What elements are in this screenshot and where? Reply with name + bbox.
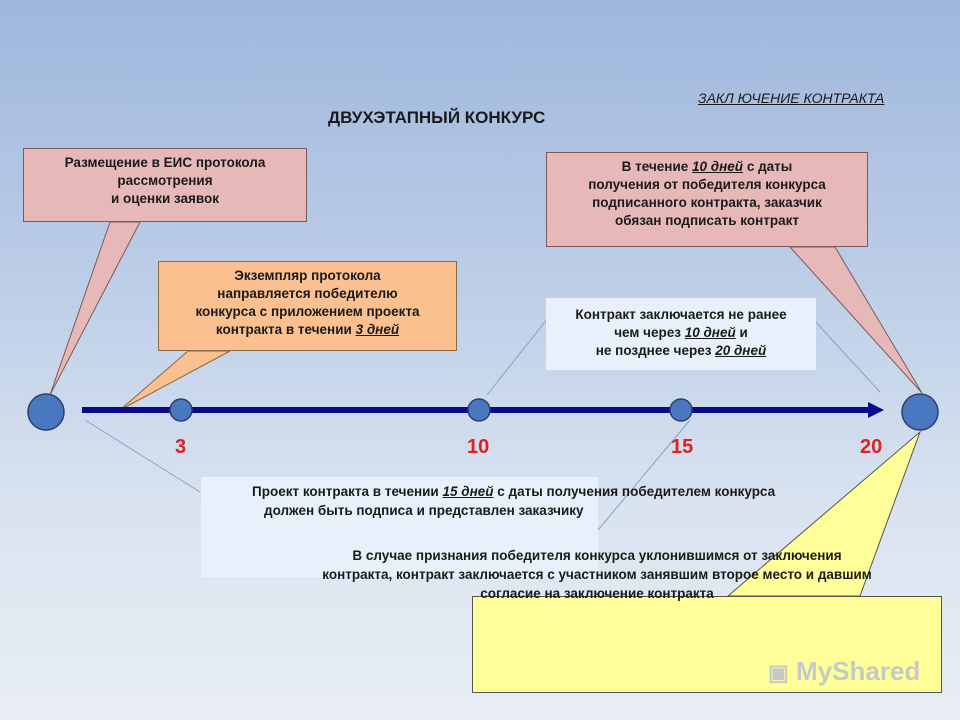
sign-days: 10 дней	[692, 159, 744, 174]
sign-line-1	[553, 158, 861, 176]
eis-line-2: рассмотрения	[117, 173, 213, 188]
timeline-label-20: 20	[860, 436, 883, 458]
timeline-node-10	[468, 399, 490, 421]
term-line-2	[552, 324, 810, 342]
term-line-2-suffix: и	[739, 325, 748, 340]
timeline-label-3: 3	[175, 436, 187, 458]
connector-term-line	[487, 318, 548, 395]
sign-line-3: подписанного контракта, заказчик	[592, 195, 822, 210]
term-line-3-prefix: не позднее через	[595, 343, 712, 358]
contract-conclusion-label: ЗАКЛ ЮЧЕНИЕ КОНТРАКТА	[698, 90, 885, 106]
timeline-node-start	[28, 394, 64, 430]
project-line-1-suffix: с даты получения победителем конкурса	[497, 484, 776, 499]
watermark-logo-icon: ▣	[768, 660, 789, 685]
sign-line-1-suffix: с даты	[746, 159, 793, 174]
timeline-node-end	[902, 394, 938, 430]
evasion-line-2: контракта, контракт заключается с участником занявшим второе место и давшим	[322, 567, 872, 582]
project-contract-text	[252, 482, 902, 520]
timeline-node-15	[670, 399, 692, 421]
customer-sign-box	[546, 152, 868, 247]
eis-publication-box	[23, 148, 307, 222]
timeline-node-3	[170, 399, 192, 421]
timeline-label-10: 10	[467, 436, 490, 458]
page-title: ДВУХЭТАПНЫЙ КОНКУРС	[328, 108, 546, 127]
project-line-2: должен быть подписа и представлен заказчику	[264, 503, 584, 518]
eis-line-1: Размещение в ЕИС протокола	[64, 155, 266, 170]
evasion-line-1: В случае признания победителя конкурса уклонившимся от заключения	[352, 548, 842, 563]
term-min-days: 10 дней	[684, 325, 736, 340]
evasion-line-3: согласие на заключение контракта	[480, 586, 714, 601]
project-line-1	[252, 482, 902, 501]
project-line-1-prefix: Проект контракта в течении	[252, 484, 439, 499]
protocol-line-4-prefix: контракта в течении	[215, 322, 352, 337]
term-max-days: 20 дней	[715, 343, 767, 358]
sign-line-1-prefix: В течение	[621, 159, 689, 174]
protocol-line-3: конкурса с приложением проекта	[195, 304, 420, 319]
myshared-watermark	[768, 656, 920, 687]
protocol-line-1: Экземпляр протокола	[234, 268, 381, 283]
watermark-text: MyShared	[796, 656, 921, 686]
timeline-label-15: 15	[671, 436, 694, 458]
sign-line-2: получения от победителя конкурса	[588, 177, 826, 192]
protocol-days: 3 дней	[355, 322, 400, 337]
project-days: 15 дней	[442, 484, 494, 499]
protocol-sent-box	[158, 261, 457, 351]
protocol-line-2: направляется победителю	[217, 286, 398, 301]
term-line-2-prefix: чем через	[614, 325, 681, 340]
contract-term-box	[546, 298, 816, 370]
evasion-text	[262, 546, 932, 603]
eis-line-3: и оценки заявок	[110, 191, 220, 206]
term-line-3	[552, 342, 810, 360]
term-line-1: Контракт заключается не ранее	[575, 307, 787, 322]
timeline-arrowhead	[868, 402, 884, 418]
callout-tail-eis	[50, 222, 140, 395]
protocol-line-4	[165, 321, 450, 339]
sign-line-4: обязан подписать контракт	[614, 213, 800, 228]
